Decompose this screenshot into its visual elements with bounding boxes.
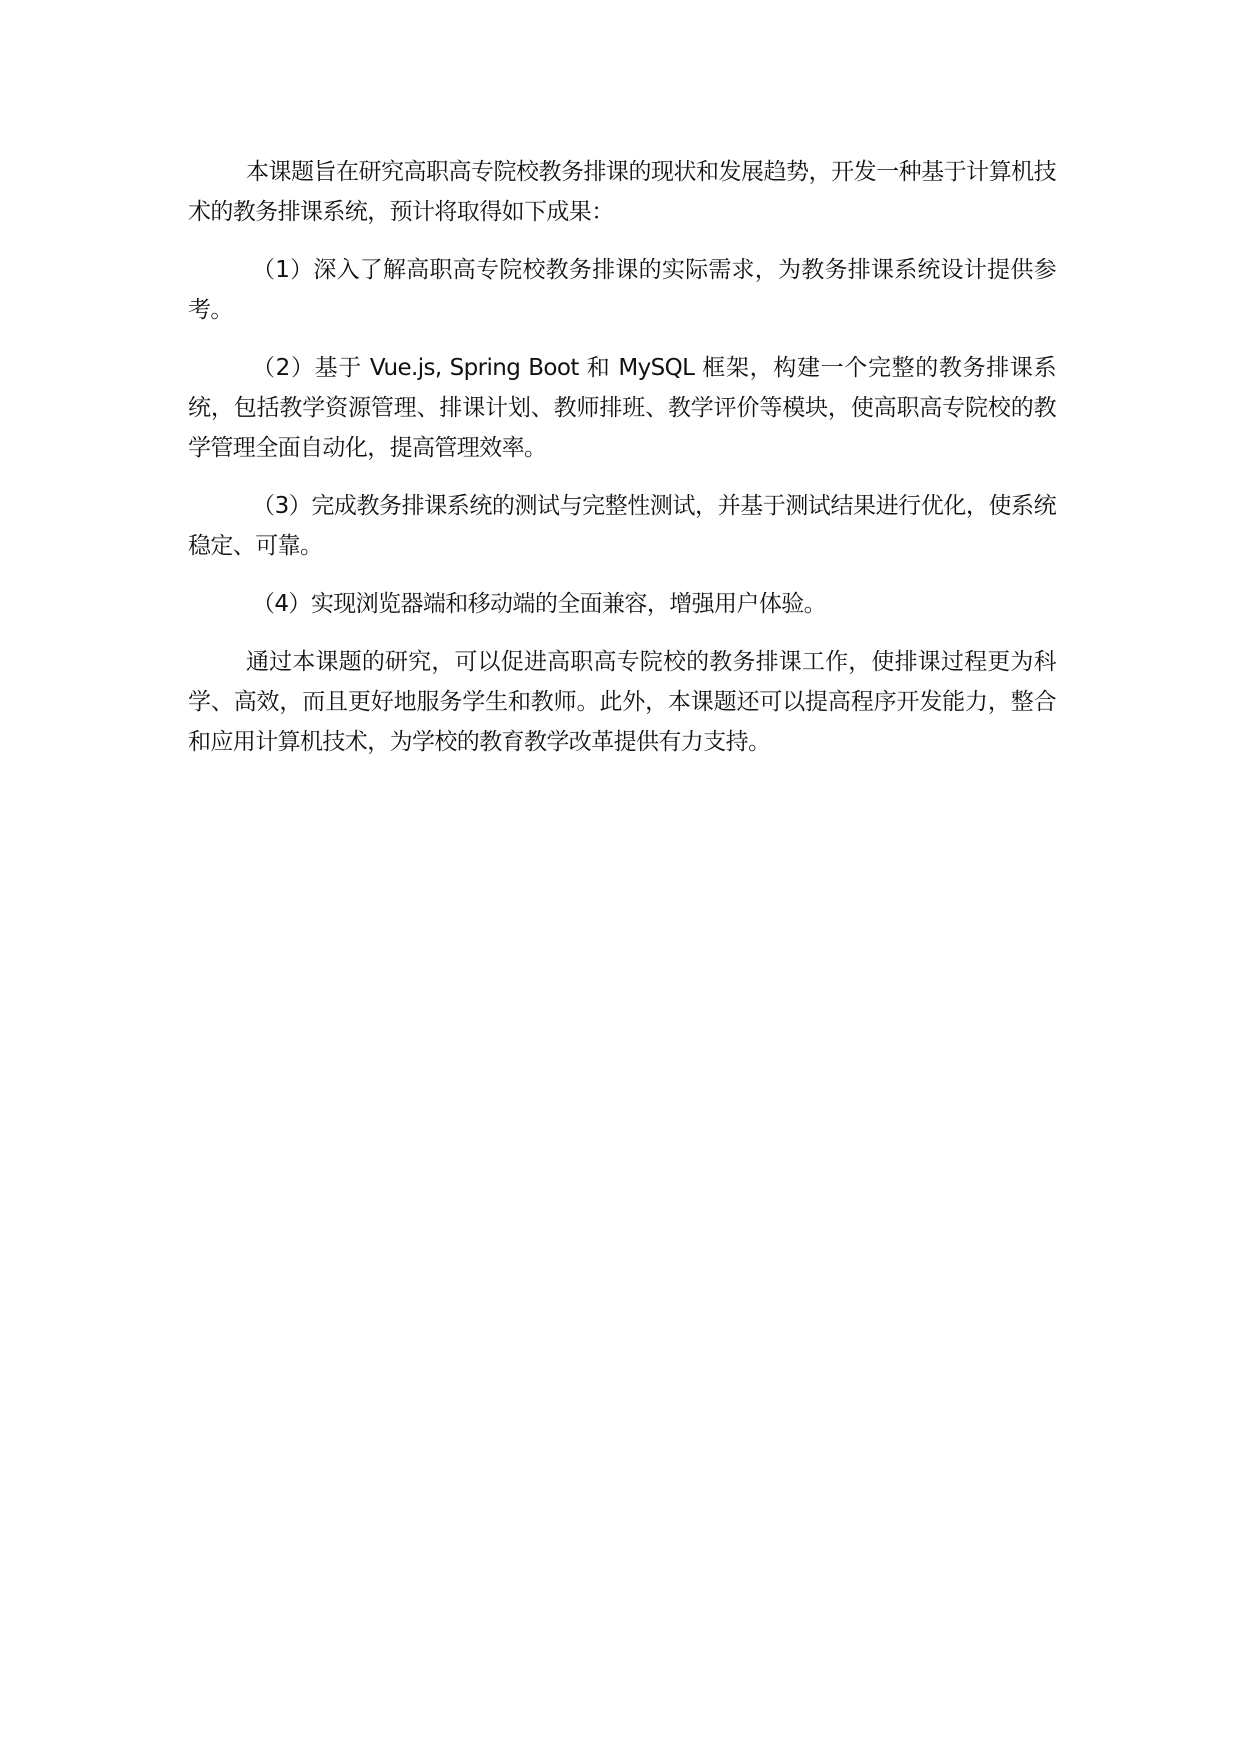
outcome-item-4: （4）实现浏览器端和移动端的全面兼容，增强用户体验。 [252, 591, 827, 617]
outcome-item-3: （3）完成教务排课系统的测试与完整性测试，并基于测试结果进行优化，使系统稳定、可靠。 [188, 493, 1056, 559]
outcome-item-2: （2）基于 Vue.js, Spring Boot 和 MySQL 框架，构建一个完整的教务排课系统，包括教学资源管理、排课计划、教师排班、教学评价等模块，使高职高专院校的教学管理全面自动化，提高管理效率。 [188, 355, 1056, 461]
conclusion-paragraph: 通过本课题的研究，可以促进高职高专院校的教务排课工作，使排课过程更为科学、高效，而且更好地服务学生和教师。此外，本课题还可以提高程序开发能力，整合和应用计算机技术，为学校的教育教学改革提供有力支持。 [188, 649, 1056, 755]
document-body [188, 152, 1056, 780]
intro-paragraph: 本课题旨在研究高职高专院校教务排课的现状和发展趋势，开发一种基于计算机技术的教务排课系统，预计将取得如下成果： [188, 159, 1056, 225]
outcome-item-1: （1）深入了解高职高专院校教务排课的实际需求，为教务排课系统设计提供参考。 [188, 257, 1056, 323]
